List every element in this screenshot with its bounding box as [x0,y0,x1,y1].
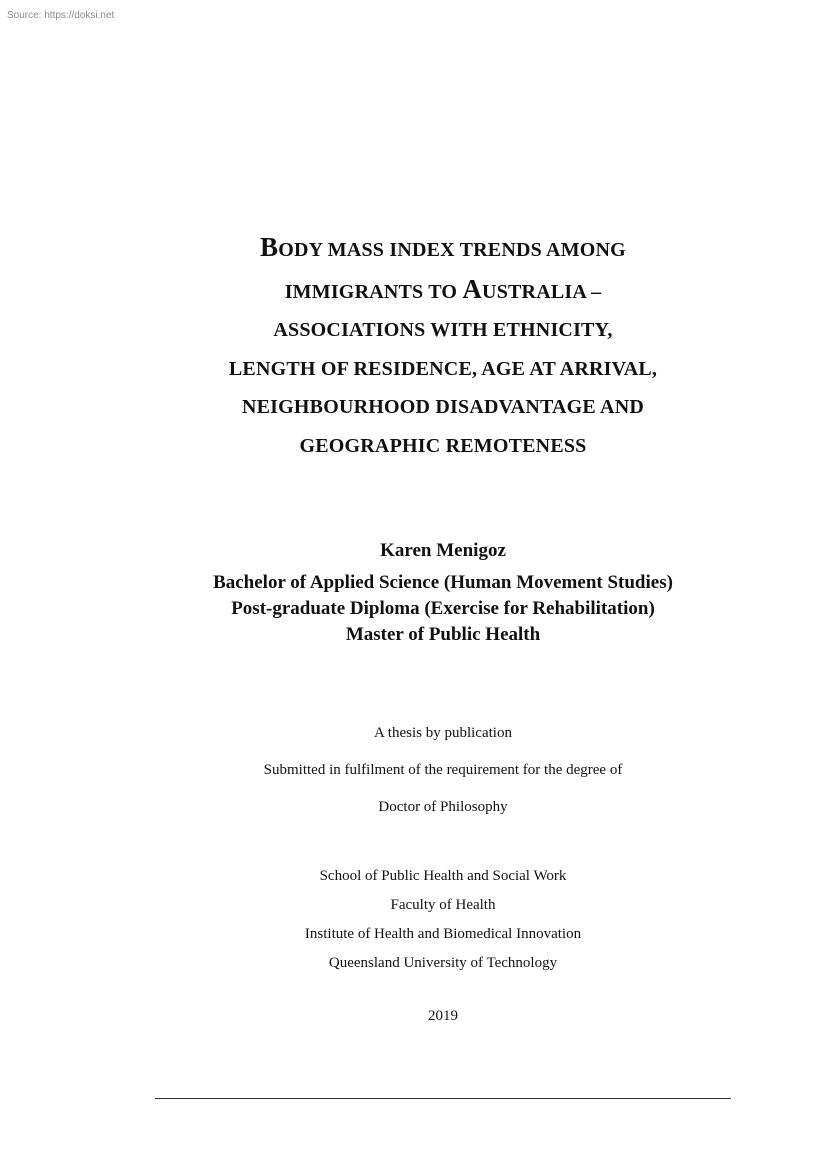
title-initial-b: B [260,232,279,262]
title-line-5: NEIGHBOURHOOD DISADVANTAGE AND [242,396,644,418]
author-name: Karen Menigoz [380,540,506,561]
title-text-1: ODY MASS INDEX TRENDS AMONG [278,239,626,261]
title-initial-a: A [462,273,483,304]
university-name: Queensland University of Technology [328,955,558,971]
faculty-name: Faculty of Health [390,897,496,913]
institute-name: Institute of Health and Biomedical Innovation [304,926,582,942]
footer-divider [155,1098,731,1099]
degree-item: Bachelor of Applied Science (Human Movement Studies) [213,572,673,593]
year: 2019 [428,1008,458,1024]
degree-list [155,570,731,648]
school-name: School of Public Health and Social Work [319,868,567,884]
submission-statement: Submitted in fulfilment of the requirement for the degree of [263,762,623,778]
source-watermark: Source: https://doksi.net [7,10,115,21]
thesis-statement [155,723,731,834]
title-text-2b: USTRALIA – [482,280,602,303]
thesis-title [155,228,731,465]
institution-block [155,862,731,978]
title-line-6: GEOGRAPHIC REMOTENESS [299,434,587,457]
title-line-1 [155,228,731,270]
title-line-4: LENGTH OF RESIDENCE, AGE AT ARRIVAL, [228,357,658,380]
title-line-3: ASSOCIATIONS WITH ETHNICITY, [273,319,613,341]
thesis-type: A thesis by publication [374,725,512,741]
degree-item: Master of Public Health [345,624,541,645]
degree-name: Doctor of Philosophy [378,799,508,815]
title-line-2 [155,270,731,312]
title-text-2a: IMMIGRANTS TO [284,280,463,303]
degree-item: Post-graduate Diploma (Exercise for Rehabilitation) [231,598,655,619]
